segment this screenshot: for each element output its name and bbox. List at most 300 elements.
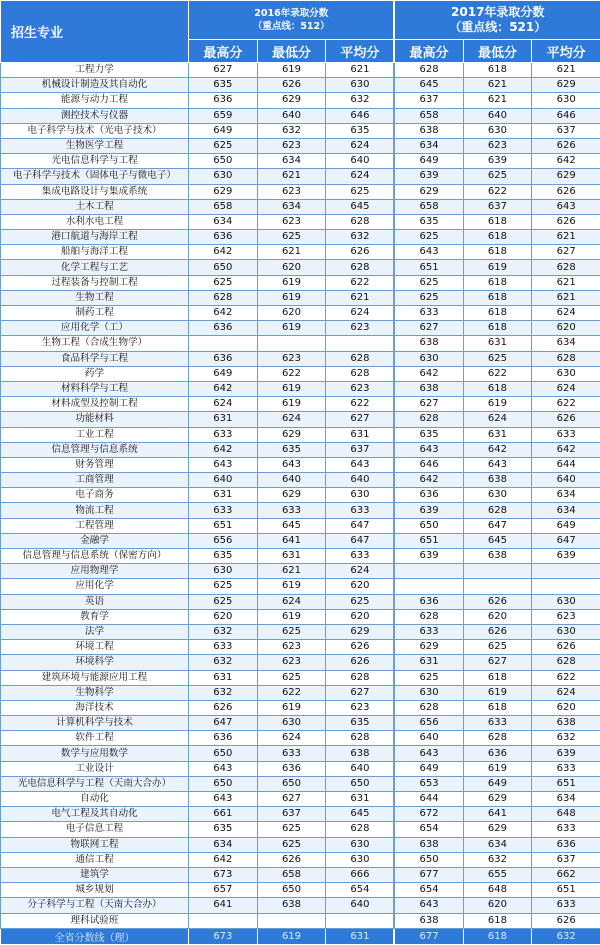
cell-2017-avg: 632 (532, 731, 600, 746)
cell-2017-min: 620 (463, 898, 532, 913)
cell-major-name: 测控技术与仪器 (1, 108, 189, 123)
cell-2016-min: 621 (257, 169, 326, 184)
cell-2017-min: 618 (463, 290, 532, 305)
cell-2017-max: 627 (394, 397, 463, 412)
cell-2016-avg: 633 (326, 503, 395, 518)
cell-2016-max: 643 (189, 457, 258, 472)
cell-major-name: 信息管理与信息系统（保密方向） (1, 549, 189, 564)
cell-2016-min: 623 (257, 640, 326, 655)
cell-2017-max: 649 (394, 761, 463, 776)
cell-2016-max: 625 (189, 594, 258, 609)
cell-2017-avg: 624 (532, 306, 600, 321)
header-2016-title: 2016年录取分数 (189, 7, 393, 20)
cell-2017-avg: 626 (532, 214, 600, 229)
cell-2017-avg: 636 (532, 837, 600, 852)
cell-2016-max: 633 (189, 640, 258, 655)
cell-2016-min: 624 (257, 412, 326, 427)
cell-2017-min: 618 (463, 306, 532, 321)
cell-2016-min: 619 (257, 290, 326, 305)
cell-2017-avg: 626 (532, 138, 600, 153)
table-row (1, 381, 600, 396)
table-row (1, 351, 600, 366)
cell-2017-avg: 634 (532, 336, 600, 351)
cell-2017-avg: 621 (532, 290, 600, 305)
cell-2016-avg: 638 (326, 746, 395, 761)
cell-2016-min: 625 (257, 624, 326, 639)
footer-row (1, 928, 600, 944)
cell-2017-avg: 622 (532, 397, 600, 412)
cell-2017-min: 637 (463, 199, 532, 214)
cell-2017-max: 629 (394, 184, 463, 199)
cell-2017-min: 632 (463, 852, 532, 867)
table-row (1, 93, 600, 108)
cell-2017-min: 638 (463, 549, 532, 564)
cell-2017-avg: 630 (532, 624, 600, 639)
cell-major-name: 生物科学 (1, 685, 189, 700)
cell-major-name: 生物医学工程 (1, 138, 189, 153)
cell-2017-avg: 628 (532, 260, 600, 275)
cell-2017-min: 628 (463, 503, 532, 518)
cell-2016-avg: 632 (326, 93, 395, 108)
cell-2016-min: 619 (257, 63, 326, 78)
cell-2016-min: 625 (257, 670, 326, 685)
cell-2016-avg: 630 (326, 837, 395, 852)
cell-2016-max: 661 (189, 807, 258, 822)
table-row (1, 214, 600, 229)
table-row (1, 518, 600, 533)
cell-2017-min: 639 (463, 154, 532, 169)
cell-2017-avg: 620 (532, 700, 600, 715)
table-row (1, 260, 600, 275)
cell-2017-min: 629 (463, 792, 532, 807)
cell-2017-avg: 628 (532, 655, 600, 670)
cell-2017-min: 619 (463, 397, 532, 412)
header-year-2017 (394, 1, 600, 40)
cell-2017-max: 650 (394, 518, 463, 533)
header-2016-max: 最高分 (189, 40, 258, 63)
cell-2017-max: 628 (394, 700, 463, 715)
cell-2017-avg: 633 (532, 427, 600, 442)
cell-2016-min: 637 (257, 807, 326, 822)
cell-2016-max: 636 (189, 321, 258, 336)
cell-2017-avg: 646 (532, 108, 600, 123)
footer-2016-avg: 631 (326, 928, 395, 944)
cell-major-name: 过程装备与控制工程 (1, 275, 189, 290)
cell-2016-max: 636 (189, 731, 258, 746)
cell-2017-max: 625 (394, 275, 463, 290)
table-body (1, 63, 600, 929)
cell-2016-max: 642 (189, 306, 258, 321)
cell-2016-min: 624 (257, 731, 326, 746)
cell-2016-avg: 631 (326, 427, 395, 442)
cell-2017-max: 625 (394, 230, 463, 245)
cell-2016-max: 631 (189, 670, 258, 685)
cell-2017-min: 630 (463, 123, 532, 138)
cell-2016-min: 619 (257, 700, 326, 715)
cell-2016-max: 636 (189, 351, 258, 366)
cell-2016-min: 619 (257, 381, 326, 396)
cell-2017-min: 620 (463, 609, 532, 624)
table-row (1, 776, 600, 791)
cell-2017-avg: 620 (532, 321, 600, 336)
cell-2016-min: 621 (257, 245, 326, 260)
cell-2017-min: 618 (463, 63, 532, 78)
cell-major-name: 工商管理 (1, 473, 189, 488)
cell-2017-avg: 622 (532, 670, 600, 685)
cell-2017-avg: 633 (532, 761, 600, 776)
cell-major-name: 工业设计 (1, 761, 189, 776)
cell-2017-min: 619 (463, 761, 532, 776)
cell-major-name: 化学工程与工艺 (1, 260, 189, 275)
cell-2017-avg: 624 (532, 381, 600, 396)
cell-2016-min: 636 (257, 761, 326, 776)
cell-2016-avg: 628 (326, 214, 395, 229)
cell-2016-avg: 630 (326, 78, 395, 93)
header-2017-keyline: （重点线：521） (395, 20, 600, 35)
cell-2017-max: 654 (394, 883, 463, 898)
cell-2016-max: 626 (189, 700, 258, 715)
table-row (1, 169, 600, 184)
cell-2016-max: 657 (189, 883, 258, 898)
cell-2017-max: 635 (394, 214, 463, 229)
cell-2016-avg: 637 (326, 442, 395, 457)
cell-2017-max: 643 (394, 746, 463, 761)
cell-2017-max: 634 (394, 138, 463, 153)
cell-major-name: 功能材料 (1, 412, 189, 427)
table-row (1, 913, 600, 928)
cell-2017-min: 645 (463, 533, 532, 548)
cell-major-name: 机械设计制造及其自动化 (1, 78, 189, 93)
cell-2017-max: 645 (394, 78, 463, 93)
cell-2017-max: 649 (394, 154, 463, 169)
cell-2017-avg: 623 (532, 609, 600, 624)
table-row (1, 640, 600, 655)
table-row (1, 306, 600, 321)
cell-2017-avg: 643 (532, 199, 600, 214)
cell-2017-max: 653 (394, 776, 463, 791)
cell-2017-max: 636 (394, 594, 463, 609)
cell-2017-max: 643 (394, 442, 463, 457)
footer-2017-avg: 632 (532, 928, 600, 944)
cell-2016-avg: 626 (326, 655, 395, 670)
cell-2016-avg: 623 (326, 700, 395, 715)
cell-2017-min: 623 (463, 138, 532, 153)
cell-2016-avg: 625 (326, 594, 395, 609)
table-row (1, 837, 600, 852)
cell-2016-max: 650 (189, 260, 258, 275)
table-row (1, 716, 600, 731)
cell-2017-min: 618 (463, 245, 532, 260)
cell-2016-min: 633 (257, 503, 326, 518)
cell-2016-max: 642 (189, 381, 258, 396)
cell-major-name: 物流工程 (1, 503, 189, 518)
cell-2016-avg: 629 (326, 624, 395, 639)
cell-2017-min: 625 (463, 351, 532, 366)
cell-2017-avg: 634 (532, 488, 600, 503)
footer-2017-min: 618 (463, 928, 532, 944)
cell-major-name: 食品科学与工程 (1, 351, 189, 366)
cell-2017-max: 638 (394, 336, 463, 351)
cell-2016-avg: 645 (326, 199, 395, 214)
cell-2017-avg: 642 (532, 154, 600, 169)
cell-2016-avg: 632 (326, 230, 395, 245)
cell-major-name: 财务管理 (1, 457, 189, 472)
cell-2016-avg: 620 (326, 609, 395, 624)
cell-2017-avg: 637 (532, 852, 600, 867)
cell-2016-min: 620 (257, 306, 326, 321)
cell-2016-max: 635 (189, 549, 258, 564)
cell-2016-avg: 626 (326, 245, 395, 260)
header-2016-keyline: （重点线：512） (189, 20, 393, 33)
cell-2017-max: 638 (394, 913, 463, 928)
cell-2017-avg: 630 (532, 366, 600, 381)
table-row (1, 412, 600, 427)
cell-2016-avg: 654 (326, 883, 395, 898)
cell-2016-avg: 666 (326, 867, 395, 882)
table-row (1, 549, 600, 564)
cell-major-name: 生物工程 (1, 290, 189, 305)
cell-2017-avg: 639 (532, 746, 600, 761)
cell-2016-max: 635 (189, 822, 258, 837)
cell-2016-avg: 621 (326, 290, 395, 305)
cell-2016-max: 642 (189, 442, 258, 457)
cell-2017-max: 654 (394, 822, 463, 837)
cell-2017-max: 638 (394, 123, 463, 138)
header-2017-min: 最低分 (463, 40, 532, 63)
cell-2017-max: 633 (394, 306, 463, 321)
table-row (1, 898, 600, 913)
cell-2016-max: 632 (189, 655, 258, 670)
cell-major-name: 船舶与海洋工程 (1, 245, 189, 260)
cell-major-name: 教育学 (1, 609, 189, 624)
cell-2016-min: 635 (257, 442, 326, 457)
cell-2016-min: 623 (257, 214, 326, 229)
cell-major-name: 生物工程（合成生物学） (1, 336, 189, 351)
cell-2016-avg: 627 (326, 685, 395, 700)
cell-2017-max: 639 (394, 549, 463, 564)
table-row (1, 230, 600, 245)
cell-2017-min: 648 (463, 883, 532, 898)
cell-2016-avg: 624 (326, 138, 395, 153)
cell-2017-max: 637 (394, 93, 463, 108)
cell-2016-min: 638 (257, 898, 326, 913)
cell-major-name: 光电信息科学与工程 (1, 154, 189, 169)
cell-major-name: 英语 (1, 594, 189, 609)
cell-2017-max: 625 (394, 670, 463, 685)
cell-2017-avg: 630 (532, 594, 600, 609)
cell-2016-max: 625 (189, 275, 258, 290)
cell-major-name: 电子科学与技术（固体电子与微电子） (1, 169, 189, 184)
cell-2016-max: 635 (189, 78, 258, 93)
cell-2016-max: 659 (189, 108, 258, 123)
cell-2016-avg: 627 (326, 412, 395, 427)
cell-major-name: 工业工程 (1, 427, 189, 442)
table-row (1, 488, 600, 503)
cell-2017-min: 647 (463, 518, 532, 533)
cell-2016-min: 645 (257, 518, 326, 533)
cell-2017-avg: 637 (532, 123, 600, 138)
cell-2017-min: 621 (463, 78, 532, 93)
cell-2017-min: 618 (463, 700, 532, 715)
cell-2016-min: 640 (257, 473, 326, 488)
cell-2016-avg: 628 (326, 822, 395, 837)
cell-2017-min: 625 (463, 169, 532, 184)
cell-2016-min: 620 (257, 260, 326, 275)
cell-2017-max: 628 (394, 63, 463, 78)
cell-2016-max: 620 (189, 609, 258, 624)
footer-label: 全省分数线（理） (1, 928, 189, 944)
cell-2016-min (257, 913, 326, 928)
table-row (1, 78, 600, 93)
cell-2016-max: 650 (189, 776, 258, 791)
cell-2016-max: 640 (189, 473, 258, 488)
cell-2017-min: 626 (463, 624, 532, 639)
cell-2017-avg: 634 (532, 792, 600, 807)
cell-2017-min: 618 (463, 381, 532, 396)
cell-2016-max: 643 (189, 761, 258, 776)
cell-2017-avg: 651 (532, 776, 600, 791)
cell-2016-max: 634 (189, 214, 258, 229)
cell-2016-max: 643 (189, 792, 258, 807)
cell-2016-max: 627 (189, 63, 258, 78)
cell-2017-avg: 626 (532, 640, 600, 655)
header-2017-avg: 平均分 (532, 40, 600, 63)
cell-2016-avg: 630 (326, 852, 395, 867)
cell-2017-avg (532, 564, 600, 579)
cell-major-name: 法学 (1, 624, 189, 639)
cell-2016-avg: 622 (326, 397, 395, 412)
cell-2016-min: 633 (257, 746, 326, 761)
cell-2017-max: 642 (394, 366, 463, 381)
cell-2017-max: 656 (394, 716, 463, 731)
cell-2016-min: 640 (257, 108, 326, 123)
cell-major-name: 应用物理学 (1, 564, 189, 579)
table-row (1, 184, 600, 199)
cell-2017-avg (532, 579, 600, 594)
cell-2017-avg: 640 (532, 473, 600, 488)
cell-2017-max (394, 579, 463, 594)
cell-2016-avg: 640 (326, 761, 395, 776)
table-row (1, 427, 600, 442)
cell-2017-max: 640 (394, 731, 463, 746)
cell-2016-max: 629 (189, 184, 258, 199)
cell-2016-avg: 624 (326, 564, 395, 579)
cell-2017-min: 630 (463, 488, 532, 503)
cell-major-name: 光电信息科学与工程（天南大合办） (1, 776, 189, 791)
cell-2017-avg: 633 (532, 822, 600, 837)
cell-2017-min: 618 (463, 670, 532, 685)
header-2017-max: 最高分 (394, 40, 463, 63)
cell-2016-max: 633 (189, 503, 258, 518)
table-row (1, 366, 600, 381)
cell-2016-max: 625 (189, 138, 258, 153)
cell-2017-min: 633 (463, 716, 532, 731)
cell-2016-avg: 620 (326, 579, 395, 594)
cell-2016-min: 643 (257, 457, 326, 472)
cell-2016-min: 623 (257, 138, 326, 153)
cell-2017-max: 630 (394, 685, 463, 700)
cell-2017-min: 634 (463, 837, 532, 852)
header-2016-avg: 平均分 (326, 40, 395, 63)
cell-major-name: 海洋技术 (1, 700, 189, 715)
cell-major-name: 工程管理 (1, 518, 189, 533)
cell-2016-avg: 624 (326, 306, 395, 321)
table-row (1, 700, 600, 715)
cell-major-name: 工程力学 (1, 63, 189, 78)
cell-2016-max: 631 (189, 412, 258, 427)
cell-2016-min: 621 (257, 564, 326, 579)
cell-2016-min: 623 (257, 184, 326, 199)
cell-2017-min: 649 (463, 776, 532, 791)
cell-2017-avg: 621 (532, 63, 600, 78)
cell-2017-min: 628 (463, 731, 532, 746)
cell-2016-min: 623 (257, 655, 326, 670)
cell-2016-min: 641 (257, 533, 326, 548)
cell-major-name: 土木工程 (1, 199, 189, 214)
cell-2017-avg: 644 (532, 457, 600, 472)
cell-2017-max: 650 (394, 852, 463, 867)
cell-2016-min: 619 (257, 609, 326, 624)
cell-major-name: 材料成型及控制工程 (1, 397, 189, 412)
cell-2016-max: 650 (189, 154, 258, 169)
cell-major-name: 环境科学 (1, 655, 189, 670)
table-row (1, 533, 600, 548)
table-row (1, 579, 600, 594)
cell-2017-max: 651 (394, 260, 463, 275)
cell-2016-avg: 633 (326, 549, 395, 564)
cell-2017-avg: 651 (532, 883, 600, 898)
cell-2017-max: 643 (394, 898, 463, 913)
cell-2016-min: 626 (257, 852, 326, 867)
cell-2016-avg: 621 (326, 63, 395, 78)
cell-2016-min: 632 (257, 123, 326, 138)
cell-2016-avg: 646 (326, 108, 395, 123)
cell-2016-min: 619 (257, 397, 326, 412)
cell-2017-max: 643 (394, 245, 463, 260)
cell-2016-avg: 640 (326, 154, 395, 169)
cell-2016-min: 625 (257, 837, 326, 852)
cell-2017-min: 618 (463, 230, 532, 245)
cell-2017-min: 640 (463, 108, 532, 123)
table-row (1, 731, 600, 746)
cell-2017-min: 655 (463, 867, 532, 882)
cell-2017-avg: 627 (532, 245, 600, 260)
cell-2016-avg: 640 (326, 898, 395, 913)
cell-2016-min: 622 (257, 366, 326, 381)
cell-2017-max: 636 (394, 488, 463, 503)
table-row (1, 336, 600, 351)
cell-major-name: 应用化学 (1, 579, 189, 594)
cell-2017-avg: 621 (532, 275, 600, 290)
cell-2016-max: 649 (189, 123, 258, 138)
cell-major-name: 计算机科学与技术 (1, 716, 189, 731)
table-header (1, 1, 600, 63)
cell-2016-min: 629 (257, 427, 326, 442)
cell-major-name: 分子科学与工程（天南大合办） (1, 898, 189, 913)
table-row (1, 792, 600, 807)
cell-2016-min: 629 (257, 93, 326, 108)
table-row (1, 852, 600, 867)
table-row (1, 321, 600, 336)
table-row (1, 138, 600, 153)
cell-2016-min: 634 (257, 199, 326, 214)
cell-2016-avg: 624 (326, 169, 395, 184)
cell-2017-max: 628 (394, 609, 463, 624)
cell-2017-avg: 629 (532, 78, 600, 93)
cell-2016-max: 656 (189, 533, 258, 548)
cell-2016-max: 630 (189, 169, 258, 184)
cell-2016-avg: 650 (326, 776, 395, 791)
